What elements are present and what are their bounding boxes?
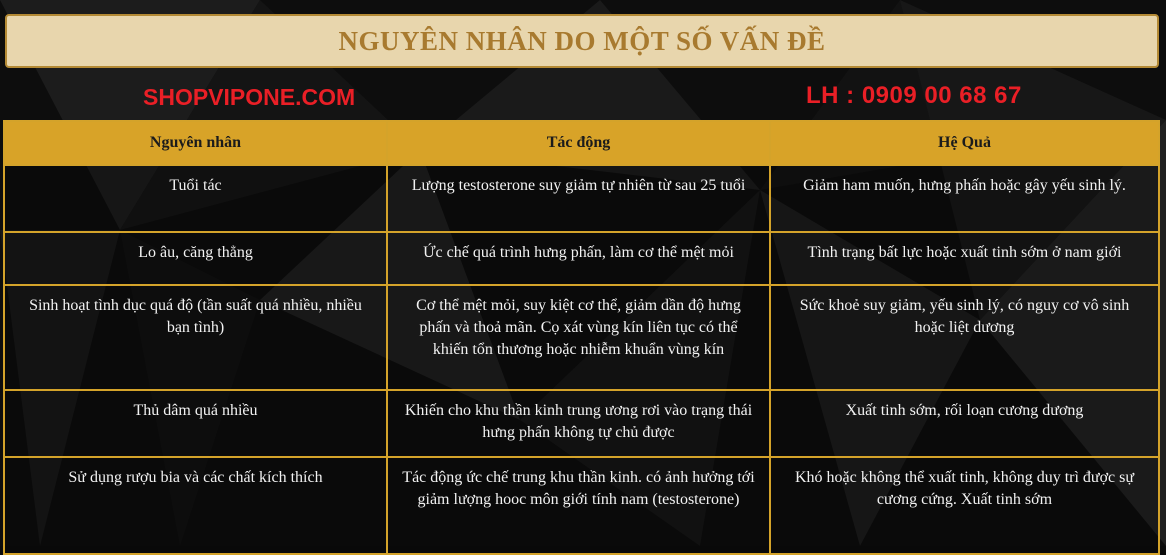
consequence-cell: Khó hoặc không thể xuất tinh, không duy trì được sự cương cứng. Xuất tinh sớm [770,457,1159,554]
consequence-cell: Xuất tinh sớm, rối loạn cương dương [770,390,1159,457]
header-impact: Tác động [387,121,770,165]
impact-cell: Lượng testosterone suy giảm tự nhiên từ sau 25 tuổi [387,165,770,232]
table-row [4,457,1159,554]
page-title: NGUYÊN NHÂN DO MỘT SỐ VẤN ĐỀ [338,25,826,56]
table-header-row [4,121,1159,165]
cause-cell: Tuổi tác [4,165,387,232]
header-consequence: Hệ Quả [770,121,1159,165]
impact-cell: Cơ thể mệt mỏi, suy kiệt cơ thể, giảm dần độ hưng phấn và thoả mãn. Cọ xát vùng kín liên tục có thể khiến tổn thương hoặc nhiễm khuẩn vùng kín [387,285,770,390]
cause-cell: Lo âu, căng thẳng [4,232,387,285]
phone-number: LH : 0909 00 68 67 [806,82,1022,109]
cause-cell: Sử dụng rượu bia và các chất kích thích [4,457,387,554]
cause-cell: Thủ dâm quá nhiều [4,390,387,457]
impact-cell: Tác động ức chế trung khu thần kinh. có ảnh hưởng tới giảm lượng hooc môn giới tính nam (testosterone) [387,457,770,554]
header-cause: Nguyên nhân [4,121,387,165]
brand-name: SHOPVIPONE.COM [143,84,356,110]
table-row [4,390,1159,457]
cause-cell: Sinh hoạt tình dục quá độ (tần suất quá nhiều, nhiều bạn tình) [4,285,387,390]
consequence-cell: Tình trạng bất lực hoặc xuất tinh sớm ở nam giới [770,232,1159,285]
table-row [4,232,1159,285]
consequence-cell: Giảm ham muốn, hưng phấn hoặc gây yếu sinh lý. [770,165,1159,232]
table-row [4,165,1159,232]
causes-table [3,120,1160,555]
consequence-cell: Sức khoẻ suy giảm, yếu sinh lý, có nguy cơ vô sinh hoặc liệt dương [770,285,1159,390]
impact-cell: Ức chế quá trình hưng phấn, làm cơ thể mệt mỏi [387,232,770,285]
table-row [4,285,1159,390]
title-banner [5,14,1159,68]
impact-cell: Khiến cho khu thần kinh trung ương rơi vào trạng thái hưng phấn không tự chủ được [387,390,770,457]
